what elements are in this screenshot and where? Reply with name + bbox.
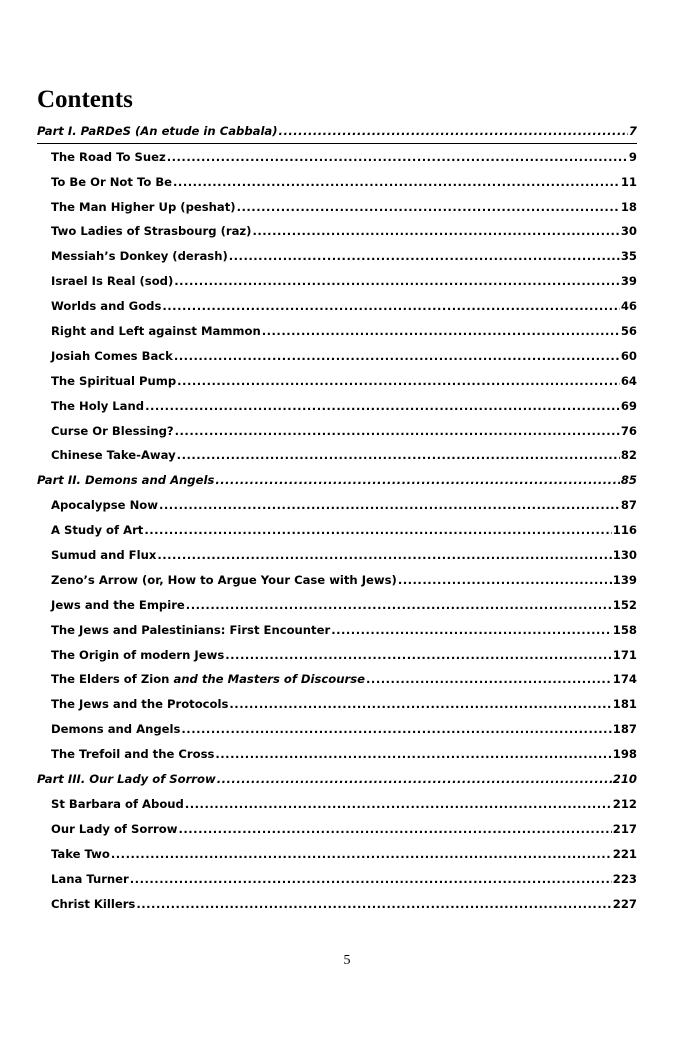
toc-chapter-entry[interactable]	[37, 542, 637, 567]
entry-page-number: 76	[620, 423, 637, 438]
entry-page-number: 227	[612, 896, 637, 911]
toc-chapter-entry[interactable]	[37, 293, 637, 318]
entry-title: Christ Killers	[51, 896, 136, 911]
toc-chapter-entry[interactable]	[37, 194, 637, 219]
entry-page-number: 171	[612, 647, 637, 662]
entry-page-number: 139	[612, 572, 637, 587]
toc-chapter-entry[interactable]	[37, 243, 637, 268]
entry-page-number: 60	[620, 348, 637, 363]
entry-page-number: 181	[612, 697, 637, 712]
entry-page-number: 158	[612, 622, 637, 637]
entry-page-number: 56	[620, 324, 637, 339]
toc-part-entry[interactable]	[37, 119, 637, 144]
dot-leader	[177, 448, 620, 462]
toc-chapter-entry[interactable]	[37, 841, 637, 866]
dot-leader	[215, 747, 611, 761]
entry-page-number: 198	[612, 747, 637, 762]
dot-leader	[229, 249, 620, 263]
toc-chapter-entry[interactable]	[37, 567, 637, 592]
entry-page-number: 35	[620, 249, 637, 264]
toc-chapter-entry[interactable]	[37, 393, 637, 418]
dot-leader	[157, 548, 611, 562]
toc-chapter-entry[interactable]	[37, 667, 637, 692]
entry-page-number: 187	[612, 722, 637, 737]
dot-leader	[366, 672, 612, 686]
toc-chapter-entry[interactable]	[37, 816, 637, 841]
entry-title: Part II. Demons and Angels	[37, 473, 215, 488]
dot-leader	[185, 797, 612, 811]
entry-title: Sumud and Flux	[51, 548, 157, 563]
entry-title: The Jews and Palestinians: First Encounter	[51, 622, 331, 637]
dot-leader	[144, 523, 611, 537]
toc-chapter-entry[interactable]	[37, 741, 637, 766]
toc-chapter-entry[interactable]	[37, 343, 637, 368]
entry-title: The Spiritual Pump	[51, 373, 177, 388]
entry-title: To Be Or Not To Be	[51, 174, 173, 189]
entry-page-number: 64	[620, 373, 637, 388]
dot-leader	[225, 648, 612, 662]
toc-chapter-entry[interactable]	[37, 418, 637, 443]
entry-title: Apocalypse Now	[51, 498, 158, 513]
entry-title: St Barbara of Aboud	[51, 796, 184, 811]
dot-leader	[130, 872, 612, 886]
toc-chapter-entry[interactable]	[37, 642, 637, 667]
entry-page-number: 87	[620, 498, 637, 513]
table-of-contents	[37, 119, 637, 916]
entry-page-number: 210	[612, 772, 637, 787]
entry-page-number: 130	[612, 548, 637, 563]
entry-title: Two Ladies of Strasbourg (raz)	[51, 224, 252, 239]
entry-title: The Jews and the Protocols	[51, 697, 229, 712]
toc-chapter-entry[interactable]	[37, 866, 637, 891]
entry-title: The Elders of Zion and the Masters of Discourse	[51, 672, 366, 687]
dot-leader	[331, 623, 612, 637]
toc-chapter-entry[interactable]	[37, 492, 637, 517]
dot-leader	[174, 349, 620, 363]
toc-chapter-entry[interactable]	[37, 716, 637, 741]
entry-page-number: 9	[628, 149, 637, 164]
dot-leader	[173, 175, 620, 189]
toc-chapter-entry[interactable]	[37, 169, 637, 194]
toc-chapter-entry[interactable]	[37, 517, 637, 542]
entry-page-number: 30	[620, 224, 637, 239]
entry-title: The Road To Suez	[51, 149, 166, 164]
entry-title: Lana Turner	[51, 871, 129, 886]
entry-title: Part III. Our Lady of Sorrow	[37, 772, 216, 787]
toc-chapter-entry[interactable]	[37, 318, 637, 343]
page-title: Contents	[37, 86, 133, 113]
dot-leader	[167, 150, 628, 164]
entry-page-number: 212	[612, 796, 637, 811]
toc-chapter-entry[interactable]	[37, 592, 637, 617]
entry-title: Josiah Comes Back	[51, 348, 173, 363]
toc-chapter-entry[interactable]	[37, 691, 637, 716]
dot-leader	[217, 772, 612, 786]
entry-title: The Origin of modern Jews	[51, 647, 225, 662]
dot-leader	[215, 473, 620, 487]
dot-leader	[229, 697, 611, 711]
entry-title: Right and Left against Mammon	[51, 324, 261, 339]
entry-title-italic: and the Masters of Discourse	[169, 672, 366, 687]
entry-title: Take Two	[51, 846, 110, 861]
dot-leader	[159, 498, 620, 512]
entry-title: Jews and the Empire	[51, 597, 185, 612]
entry-title: The Trefoil and the Cross	[51, 747, 215, 762]
entry-page-number: 39	[620, 274, 637, 289]
toc-part-entry[interactable]	[37, 467, 637, 492]
entry-title: Part I. PaRDeS (An etude in Cabbala)	[37, 123, 278, 138]
entry-page-number: 174	[612, 672, 637, 687]
entry-title: Israel Is Real (sod)	[51, 274, 174, 289]
entry-page-number: 11	[620, 174, 637, 189]
page-number: 5	[343, 953, 351, 968]
dot-leader	[162, 299, 619, 313]
entry-title: A Study of Art	[51, 523, 144, 538]
toc-chapter-entry[interactable]	[37, 443, 637, 468]
dot-leader	[145, 399, 620, 413]
dot-leader	[175, 424, 620, 438]
entry-page-number: 69	[620, 398, 637, 413]
toc-chapter-entry[interactable]	[37, 268, 637, 293]
dot-leader	[252, 224, 619, 238]
entry-page-number: 82	[620, 448, 637, 463]
dot-leader	[181, 722, 611, 736]
dot-leader	[262, 324, 620, 338]
entry-title: Our Lady of Sorrow	[51, 821, 178, 836]
toc-chapter-entry[interactable]	[37, 891, 637, 916]
dot-leader	[186, 598, 612, 612]
entry-page-number: 85	[620, 473, 637, 488]
toc-part-entry[interactable]	[37, 766, 637, 791]
toc-chapter-entry[interactable]	[37, 219, 637, 244]
entry-title: The Holy Land	[51, 398, 145, 413]
dot-leader	[174, 274, 620, 288]
entry-page-number: 7	[628, 123, 637, 138]
entry-title: Worlds and Gods	[51, 299, 162, 314]
entry-title: The Man Higher Up (peshat)	[51, 199, 236, 214]
entry-page-number: 116	[612, 523, 637, 538]
toc-chapter-entry[interactable]	[37, 617, 637, 642]
entry-page-number: 217	[612, 821, 637, 836]
entry-page-number: 221	[612, 846, 637, 861]
entry-title: Zeno’s Arrow (or, How to Argue Your Case with Jews)	[51, 572, 397, 587]
dot-leader	[279, 124, 628, 138]
toc-chapter-entry[interactable]	[37, 144, 637, 169]
entry-title: Demons and Angels	[51, 722, 181, 737]
dot-leader	[398, 573, 612, 587]
toc-chapter-entry[interactable]	[37, 791, 637, 816]
entry-page-number: 46	[620, 299, 637, 314]
dot-leader	[111, 847, 612, 861]
dot-leader	[178, 822, 611, 836]
entry-title: Curse Or Blessing?	[51, 423, 174, 438]
entry-page-number: 152	[612, 597, 637, 612]
entry-page-number: 18	[620, 199, 637, 214]
dot-leader	[177, 374, 620, 388]
entry-title: Chinese Take-Away	[51, 448, 176, 463]
dot-leader	[136, 897, 611, 911]
entry-page-number: 223	[612, 871, 637, 886]
dot-leader	[237, 200, 620, 214]
toc-chapter-entry[interactable]	[37, 368, 637, 393]
entry-title: Messiah’s Donkey (derash)	[51, 249, 228, 264]
